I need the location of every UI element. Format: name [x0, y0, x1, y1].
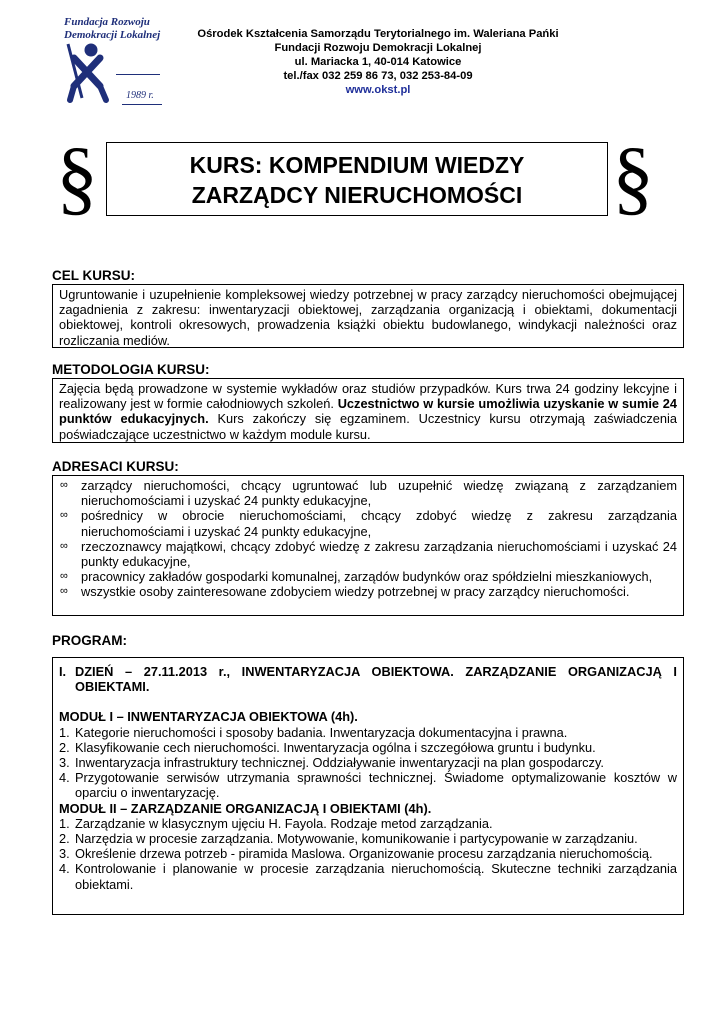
section-symbol-right: §	[612, 131, 654, 224]
header-address: ul. Mariacka 1, 40-014 Katowice	[294, 56, 462, 68]
methodology-text	[59, 381, 677, 442]
foundation-logo	[60, 14, 164, 106]
item-text: Kategorie nieruchomości i sposoby badania. Inwentaryzacja dokumentacyjna i prawna.	[75, 724, 568, 740]
goal-text: Ugruntowanie i uzupełnienie kompleksowej wiedzy potrzebnej w pracy zarządcy nieruchomości obejmującej zagadnienia z zakresu: inwentaryzacji obiektowej, zarządzania organizacją i obiektami, dokumentacji obiektowej, kontroli okresowych, prowadzenia książki obiektu budowlanego, windykacji należności oraz rozliczania mediów.	[59, 287, 677, 348]
module-1-list	[59, 725, 677, 801]
list-item	[59, 478, 677, 508]
audience-item-text: wszystkie osoby zainteresowane zdobyciem wiedzy potrzebnej w pracy zarządcy nieruchomości.	[81, 584, 630, 600]
audience-item-text: rzeczoznawcy majątkowi, chcący zdobyć wiedzę z zakresu zarządzania nieruchomościami i uzyskać 24 punkty edukacyjne,	[81, 538, 677, 570]
logo-rule-bottom	[122, 104, 162, 105]
list-item	[59, 725, 677, 740]
list-item	[59, 816, 677, 831]
audience-item-text: zarządcy nieruchomości, chcący ugruntować lub uzupełnić wiedzę związaną z zarządzaniem nieruchomościami i uzyskać 24 punkty edukacyjne,	[81, 478, 677, 509]
item-number: 4.	[59, 861, 70, 877]
institution-header	[195, 27, 561, 97]
item-text: Zarządzanie w klasycznym ujęciu H. Fayola. Rodzaje metod zarządzania.	[75, 815, 493, 831]
module-1-heading: MODUŁ I – INWENTARYZACJA OBIEKTOWA (4h).	[59, 709, 358, 725]
item-text: Narzędzia w procesie zarządzania. Motywowanie, komunikowanie i partycypowanie w zarządzaniu.	[75, 831, 638, 847]
audience-list	[59, 478, 677, 600]
list-item	[59, 770, 677, 800]
list-item	[59, 861, 677, 891]
list-item	[59, 831, 677, 846]
item-number: 2.	[59, 739, 70, 755]
program-heading: PROGRAM:	[52, 633, 127, 648]
logo-line-1: Fundacja Rozwoju	[64, 16, 150, 28]
module-2-list	[59, 816, 677, 892]
header-line-2: Fundacji Rozwoju Demokracji Lokalnej	[274, 42, 482, 54]
infinity-bullet-icon: ∞	[60, 509, 68, 522]
program-box	[52, 657, 684, 915]
header-phone: tel./fax 032 259 86 73, 032 253-84-09	[283, 70, 473, 82]
course-title-line-2: ZARZĄDCY NIERUCHOMOŚCI	[191, 182, 523, 208]
methodology-text-1: Zajęcia będą prowadzone w systemie wykładów oraz studiów przypadków. Kurs trwa 24 godziny lekcyjne i realizowany jest w formie całodniowych szkoleń.	[59, 381, 677, 412]
item-number: 2.	[59, 831, 70, 847]
audience-heading: ADRESACI KURSU:	[52, 459, 179, 474]
item-text: Przygotowanie serwisów utrzymania sprawności technicznej. Świadome optymalizowanie kosztów w oparciu o inwentaryzację.	[75, 770, 677, 801]
item-text: Inwentaryzacja infrastruktury technicznej. Oddziaływanie inwentaryzacji na plan gospodarczy.	[75, 755, 604, 771]
runner-figure-icon	[60, 42, 120, 104]
list-item	[59, 846, 677, 861]
infinity-bullet-icon: ∞	[60, 539, 68, 552]
header-line-1: Ośrodek Kształcenia Samorządu Terytorialnego im. Waleriana Pańki	[197, 28, 559, 40]
list-item	[59, 755, 677, 770]
program-day	[59, 664, 677, 694]
logo-rule	[116, 74, 160, 75]
list-item	[59, 584, 677, 599]
course-title	[106, 142, 608, 216]
item-number: 3.	[59, 755, 70, 771]
methodology-box	[52, 378, 684, 443]
item-text: Określenie drzewa potrzeb - piramida Maslowa. Organizowanie procesu zarządzania nieruchomością.	[75, 846, 653, 862]
audience-box	[52, 475, 684, 616]
methodology-heading: METODOLOGIA KURSU:	[52, 362, 210, 377]
item-number: 1.	[59, 815, 70, 831]
section-symbol-left: §	[56, 131, 98, 224]
audience-item-text: pośrednicy w obrocie nieruchomościami, chcący zdobyć wiedzę z zakresu zarządzania nieruchomościami i uzyskać 24 punkty edukacyjne,	[81, 508, 677, 539]
audience-item-text: pracownicy zakładów gospodarki komunalnej, zarządów budynków oraz spółdzielni mieszkaniowych,	[81, 569, 653, 585]
course-title-line-1: KURS: KOMPENDIUM WIEDZY	[189, 152, 525, 178]
item-number: 4.	[59, 770, 70, 786]
item-text: Klasyfikowanie cech nieruchomości. Inwentaryzacja ogólna i szczegółowa gruntu i budynku.	[75, 739, 596, 755]
header-website-link[interactable]: www.okst.pl	[345, 84, 411, 96]
list-item	[59, 569, 677, 584]
list-item	[59, 539, 677, 569]
methodology-points: Uczestnictwo w kursie umożliwia uzyskanie w sumie 24 punktów edukacyjnych.	[59, 396, 678, 427]
item-number: 1.	[59, 724, 70, 740]
goal-box	[52, 284, 684, 348]
item-number: 3.	[59, 846, 70, 862]
logo-line-2: Demokracji Lokalnej	[64, 29, 161, 41]
infinity-bullet-icon: ∞	[60, 479, 68, 491]
infinity-bullet-icon: ∞	[60, 585, 68, 598]
module-2-heading: MODUŁ II – ZARZĄDZANIE ORGANIZACJĄ I OBIEKTAMI (4h).	[59, 800, 432, 816]
goal-heading: CEL KURSU:	[52, 268, 136, 283]
day-title: DZIEŃ – 27.11.2013 r., INWENTARYZACJA OBIEKTOWA. ZARZĄDZANIE ORGANIZACJĄ I OBIEKTAMI.	[75, 664, 677, 695]
list-item	[59, 508, 677, 538]
list-item	[59, 740, 677, 755]
infinity-bullet-icon: ∞	[60, 570, 68, 583]
item-text: Kontrolowanie i planowanie w procesie zarządzania nieruchomością. Skuteczne techniki zarządzania obiektami.	[75, 861, 677, 892]
logo-year: 1989 r.	[126, 90, 154, 101]
methodology-text-2: Kurs zakończy się egzaminem. Uczestnicy kursu otrzymają zaświadczenia poświadczające uczestnictwo w każdym module kursu.	[59, 411, 677, 442]
day-number: I.	[59, 664, 67, 679]
